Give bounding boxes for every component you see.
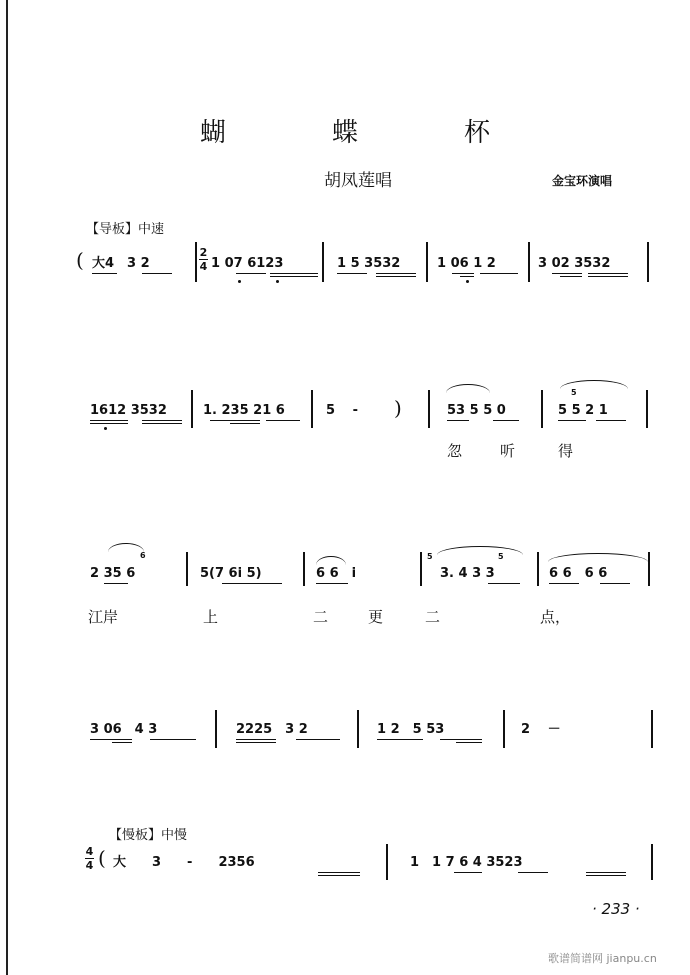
barline <box>647 242 649 282</box>
underline <box>558 420 586 421</box>
underline <box>142 420 182 421</box>
underline <box>596 420 626 421</box>
underline <box>90 423 128 424</box>
measure-1: 1612 3532 <box>90 403 167 418</box>
tempo-marking-manban: 【慢板】中慢 <box>109 828 188 843</box>
low-octave-dot <box>238 280 241 283</box>
measure-3: 1 06 1 2 <box>437 256 496 271</box>
measure-0: 大4 3 2 <box>92 256 150 271</box>
measure-3: 5 - <box>326 403 358 418</box>
barline <box>420 552 422 586</box>
underline <box>266 420 300 421</box>
underline <box>222 583 282 584</box>
underline <box>210 420 260 421</box>
underline <box>236 742 276 743</box>
low-octave-dot <box>276 280 279 283</box>
barline <box>186 552 188 586</box>
barline <box>311 390 313 428</box>
grace-note: 5 <box>498 552 504 561</box>
lyric: 听 <box>500 442 516 460</box>
underline <box>337 273 367 274</box>
underline <box>90 739 132 740</box>
lyric: 江岸 <box>88 608 119 626</box>
underline <box>316 583 348 584</box>
underline <box>600 583 630 584</box>
page-number: · 233 · <box>592 900 640 918</box>
underline <box>480 273 518 274</box>
page-title: 蝴 蝶 杯 <box>199 118 530 148</box>
performer-label: 金宝环演唱 <box>552 174 613 188</box>
underline <box>456 742 482 743</box>
barline <box>541 390 543 428</box>
underline <box>454 872 482 873</box>
barline <box>648 552 650 586</box>
barline <box>357 710 359 748</box>
underline <box>493 420 519 421</box>
underline <box>236 273 266 274</box>
grace-note: 5 <box>427 552 433 561</box>
underline <box>376 273 416 274</box>
lyric: 得 <box>558 442 574 460</box>
underline <box>586 872 626 873</box>
barline <box>386 844 388 880</box>
underline <box>552 273 582 274</box>
barline <box>322 242 324 282</box>
measure-4: 3. 4 3 3 <box>440 566 495 581</box>
underline <box>270 276 318 277</box>
underline <box>488 583 520 584</box>
lyric: 上 <box>203 608 219 626</box>
underline <box>452 273 474 274</box>
barline <box>428 390 430 428</box>
measure-1: 3 06 4 3 <box>90 722 158 737</box>
lyric: 二 <box>313 608 329 626</box>
underline <box>560 276 582 277</box>
close-paren: ) <box>394 396 402 420</box>
measure-1: 大 3 - 2356 <box>113 855 255 870</box>
slur <box>108 543 144 552</box>
underline <box>518 872 548 873</box>
underline <box>270 273 318 274</box>
measure-3: 6 6 i <box>316 566 357 581</box>
open-paren: ( <box>98 846 106 870</box>
barline <box>303 552 305 586</box>
time-signature: 4 4 <box>85 845 94 872</box>
barline <box>646 390 648 428</box>
measure-1: 2 35 6 <box>90 566 136 581</box>
role-label: 胡凤莲唱 <box>324 171 392 191</box>
measure-4: 2 － <box>521 722 561 737</box>
underline <box>150 739 196 740</box>
underline <box>588 273 628 274</box>
lyric: 忽 <box>447 442 463 460</box>
measure-5: 6 6 6 6 <box>549 566 608 581</box>
underline <box>104 583 128 584</box>
time-signature: 2 4 <box>199 246 208 273</box>
underline <box>460 276 474 277</box>
slur <box>548 553 648 562</box>
underline <box>142 273 172 274</box>
underline <box>586 875 626 876</box>
measure-2: 1. 235 21 6 <box>203 403 285 418</box>
low-octave-dot <box>466 280 469 283</box>
measure-1: 1 07 6123 <box>211 256 284 271</box>
barline <box>651 844 653 880</box>
measure-4: 3 02 3532 <box>538 256 611 271</box>
measure-2: 1 1 7 6 4 3523 <box>410 855 523 870</box>
barline <box>537 552 539 586</box>
open-paren: ( <box>76 248 84 272</box>
slur <box>446 384 490 393</box>
grace-note: 5 <box>571 388 577 397</box>
lyric: 更 <box>368 608 384 626</box>
underline <box>318 872 360 873</box>
underline <box>236 739 276 740</box>
underline <box>549 583 579 584</box>
slur <box>316 556 346 565</box>
barline <box>195 242 197 282</box>
measure-5: 5 5 2 1 <box>558 403 608 418</box>
barline <box>215 710 217 748</box>
underline <box>230 423 260 424</box>
barline <box>426 242 428 282</box>
underline <box>112 742 132 743</box>
measure-2: 1 5 3532 <box>337 256 401 271</box>
barline <box>528 242 530 282</box>
grace-note: 6 <box>140 551 146 560</box>
lyric: 二 <box>425 608 441 626</box>
measure-2: 2225 3 2 <box>236 722 308 737</box>
barline <box>191 390 193 428</box>
lyric: 点， <box>540 608 571 626</box>
measure-2: 5(7 6i 5) <box>200 566 262 581</box>
barline <box>651 710 653 748</box>
barline <box>503 710 505 748</box>
watermark: 歌谱简谱网 jianpu.cn <box>548 952 657 965</box>
underline <box>588 276 628 277</box>
slur <box>437 546 523 555</box>
underline <box>142 423 182 424</box>
tempo-marking-daoban: 【导板】中速 <box>86 222 165 237</box>
low-octave-dot <box>104 427 107 430</box>
underline <box>318 875 360 876</box>
underline <box>377 739 423 740</box>
underline <box>296 739 340 740</box>
underline <box>92 273 117 274</box>
underline <box>90 420 128 421</box>
underline <box>376 276 416 277</box>
measure-4: 53 5 5 0 <box>447 403 506 418</box>
underline <box>440 739 482 740</box>
measure-3: 1 2 5 53 <box>377 722 445 737</box>
underline <box>447 420 469 421</box>
